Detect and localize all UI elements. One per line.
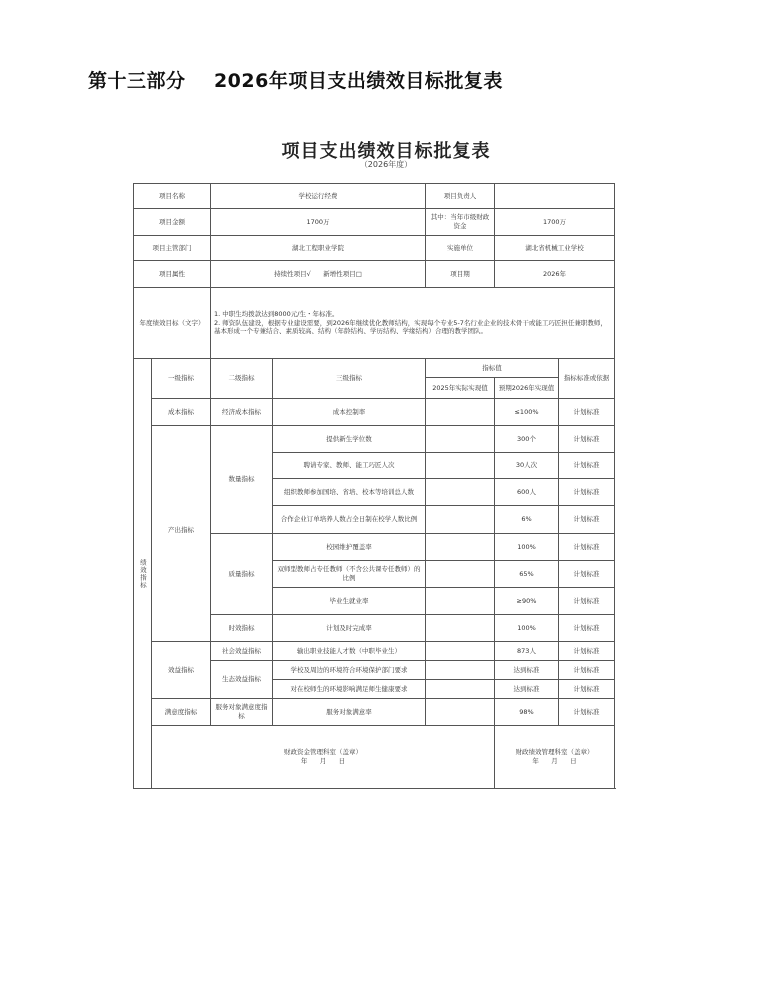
basis-cell: 计划标准 <box>559 642 615 661</box>
actual-cell <box>426 588 495 615</box>
dept-label: 项目主管部门 <box>134 236 211 261</box>
level2-cell: 生态效益指标 <box>211 661 273 699</box>
expected-cell: 6% <box>495 506 559 534</box>
basis-cell: 计划标准 <box>559 680 615 699</box>
actual-cell <box>426 426 495 453</box>
expected-cell: 300个 <box>495 426 559 453</box>
level3-cell: 成本控制率 <box>273 399 426 426</box>
period-value: 2026年 <box>495 261 615 288</box>
header-level2: 二级指标 <box>211 359 273 399</box>
expected-cell: 30人次 <box>495 453 559 479</box>
table-row <box>134 399 615 426</box>
finance-fund-date: 年 月 日 <box>300 757 346 765</box>
form-title: 项目支出绩效目标批复表 <box>281 141 491 162</box>
header-actual-2025: 2025年实际实现值 <box>426 378 495 399</box>
actual-cell <box>426 661 495 680</box>
basis-cell: 计划标准 <box>559 534 615 561</box>
page-heading: 第十三部分 2026年项目支出绩效目标批复表 <box>88 70 503 92</box>
expected-cell: 600人 <box>495 479 559 506</box>
level3-cell: 计划及时完成率 <box>273 615 426 642</box>
actual-cell <box>426 699 495 726</box>
finance-fund-office: 财政资金管理科室（盖章） <box>284 748 362 757</box>
project-owner-value <box>495 184 615 209</box>
basis-cell: 计划标准 <box>559 399 615 426</box>
basis-cell: 计划标准 <box>559 479 615 506</box>
annual-goal-line-1: 1. 中职生均拨款达到8000元/生・年标准。 <box>214 309 339 318</box>
actual-cell <box>426 534 495 561</box>
basis-cell: 计划标准 <box>559 661 615 680</box>
level2-cell: 质量指标 <box>211 534 273 615</box>
expected-cell: ≤100% <box>495 399 559 426</box>
basis-cell: 计划标准 <box>559 426 615 453</box>
basis-cell: 计划标准 <box>559 699 615 726</box>
level2-cell: 经济成本指标 <box>211 399 273 426</box>
amount-label: 项目金额 <box>134 209 211 236</box>
basis-cell: 计划标准 <box>559 453 615 479</box>
level2-cell: 时效指标 <box>211 615 273 642</box>
level3-cell: 提供新生学位数 <box>273 426 426 453</box>
actual-cell <box>426 506 495 534</box>
expected-cell: 100% <box>495 615 559 642</box>
level3-cell: 合作企业订单培养人数占全日制在校学人数比例 <box>273 506 426 534</box>
actual-cell <box>426 615 495 642</box>
level3-cell: 校园维护覆盖率 <box>273 534 426 561</box>
level3-cell: 对在校师生的环境影响满足师生健康要求 <box>273 680 426 699</box>
actual-cell <box>426 399 495 426</box>
basis-cell: 计划标准 <box>559 561 615 588</box>
level3-cell: 学校及周边的环境符合环境保护部门要求 <box>273 661 426 680</box>
table-row <box>134 699 615 726</box>
annual-goal-text <box>211 288 615 359</box>
expected-cell: 65% <box>495 561 559 588</box>
basis-cell: 计划标准 <box>559 506 615 534</box>
level3-cell: 组织教师参加国培、省培、校本等培训总人数 <box>273 479 426 506</box>
actual-cell <box>426 453 495 479</box>
project-name-value: 学校运行经费 <box>211 184 426 209</box>
expected-cell: 达到标准 <box>495 680 559 699</box>
project-name-label: 项目名称 <box>134 184 211 209</box>
project-owner-label: 项目负责人 <box>426 184 495 209</box>
level2-cell: 服务对象满意度指标 <box>211 699 273 726</box>
level1-cell: 产出指标 <box>152 426 211 642</box>
signature-finance-fund <box>152 726 495 789</box>
approval-table <box>133 183 615 789</box>
performance-office: 财政绩效管理科室（盖章） <box>515 748 594 757</box>
attr-value: 持续性项目√ 新增性项目□ <box>211 261 426 288</box>
impl-unit-label: 实施单位 <box>426 236 495 261</box>
annual-goal-label: 年度绩效目标（文字） <box>134 288 211 359</box>
level3-cell: 输出职业技能人才数（中职毕业生） <box>273 642 426 661</box>
city-fund-label: 其中：当年市级财政资金 <box>426 209 495 236</box>
header-basis: 指标标准或依据 <box>559 359 615 399</box>
level1-cell: 效益指标 <box>152 642 211 699</box>
header-expected-2026: 预期2026年实现值 <box>495 378 559 399</box>
header-value: 指标值 <box>426 359 559 378</box>
expected-cell: 873人 <box>495 642 559 661</box>
expected-cell: 100% <box>495 534 559 561</box>
level3-cell: 毕业生就业率 <box>273 588 426 615</box>
impl-unit-value: 湖北省机械工业学校 <box>495 236 615 261</box>
level1-cell: 满意度指标 <box>152 699 211 726</box>
header-level1: 一级指标 <box>152 359 211 399</box>
form-subtitle: （2026年度） <box>359 160 413 169</box>
signature-performance <box>495 726 615 789</box>
actual-cell <box>426 680 495 699</box>
level3-cell: 聘请专家、教师、能工巧匠人次 <box>273 453 426 479</box>
period-label: 项目期 <box>426 261 495 288</box>
actual-cell <box>426 642 495 661</box>
amount-value: 1700万 <box>211 209 426 236</box>
attr-label: 项目属性 <box>134 261 211 288</box>
level2-cell: 数量指标 <box>211 426 273 534</box>
expected-cell: 98% <box>495 699 559 726</box>
annual-goal-line-2: 2. 师资队伍建设，根据专业建设需要，到2026年继续优化教师结构，实现每个专业5-7名行业企业的技术骨干或能工巧匠担任兼职教师，基本形成一个专兼结合、素质较高、结构（年龄结构、学历结构、学缘结构）合理的教学团队。 <box>214 318 607 336</box>
dept-value: 湖北工程职业学院 <box>211 236 426 261</box>
level3-cell: 服务对象满意率 <box>273 699 426 726</box>
basis-cell: 计划标准 <box>559 588 615 615</box>
actual-cell <box>426 479 495 506</box>
actual-cell <box>426 561 495 588</box>
level3-cell: 双师型教师占专任教师（不含公共课专任教师）的比例 <box>273 561 426 588</box>
table-row <box>134 642 615 661</box>
level1-cell: 成本指标 <box>152 399 211 426</box>
level2-cell: 社会效益指标 <box>211 642 273 661</box>
indicators-section-label: 绩效指标 <box>134 359 152 789</box>
expected-cell: 达到标准 <box>495 661 559 680</box>
expected-cell: ≥90% <box>495 588 559 615</box>
table-row <box>134 426 615 453</box>
performance-date: 年 月 日 <box>532 757 577 765</box>
basis-cell: 计划标准 <box>559 615 615 642</box>
header-level3: 三级指标 <box>273 359 426 399</box>
city-fund-value: 1700万 <box>495 209 615 236</box>
